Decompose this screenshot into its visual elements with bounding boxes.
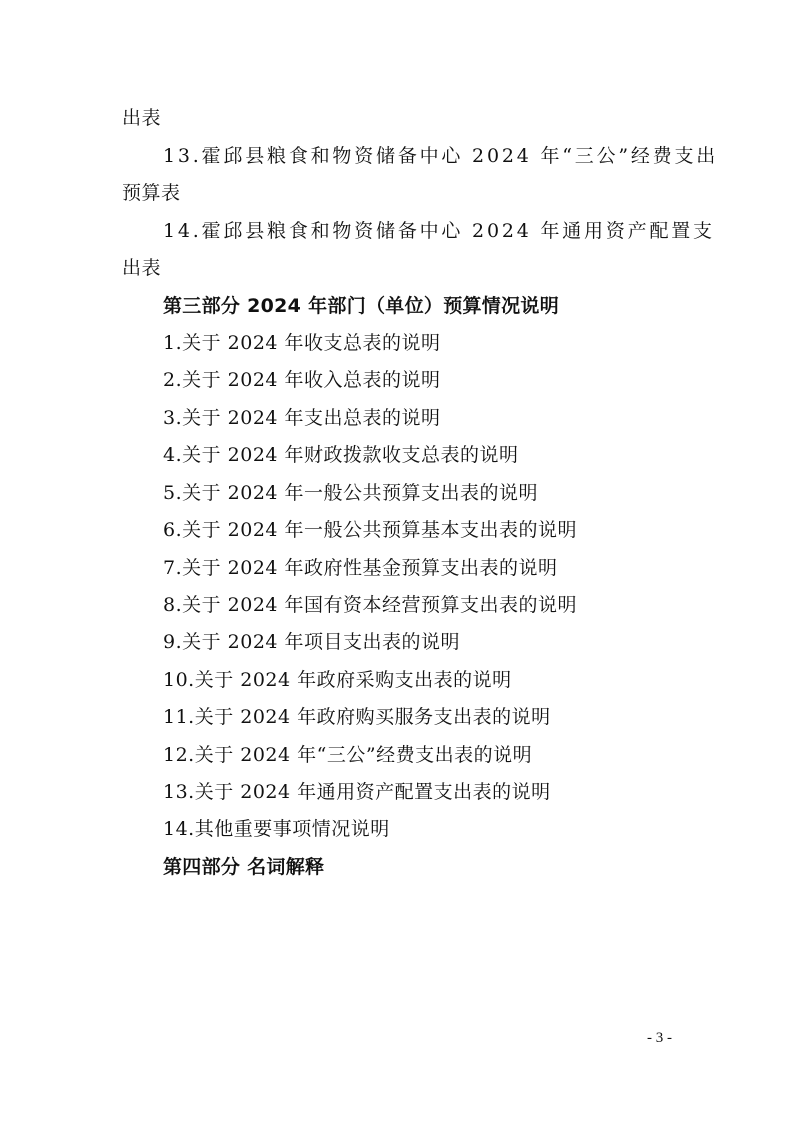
page-number: - 3 -: [647, 1030, 672, 1046]
toc-item-14-line1: 14.霍邱县粮食和物资储备中心 2024 年通用资产配置支: [163, 220, 715, 242]
continuation-text: 出表: [122, 107, 162, 129]
part-three-item: 6.关于 2024 年一般公共预算基本支出表的说明: [163, 519, 578, 541]
part-three-item: 5.关于 2024 年一般公共预算支出表的说明: [163, 482, 539, 504]
part-three-item: 9.关于 2024 年项目支出表的说明: [163, 631, 461, 653]
part-three-item: 7.关于 2024 年政府性基金预算支出表的说明: [163, 557, 558, 579]
toc-item-14-line2: 出表: [122, 257, 162, 279]
part-three-item: 13.关于 2024 年通用资产配置支出表的说明: [163, 781, 551, 803]
toc-item-13-line1: 13.霍邱县粮食和物资储备中心 2024 年“三公”经费支出: [163, 145, 719, 167]
part-three-item: 3.关于 2024 年支出总表的说明: [163, 407, 441, 429]
part-three-item: 10.关于 2024 年政府采购支出表的说明: [163, 669, 512, 691]
part-three-item: 12.关于 2024 年“三公”经费支出表的说明: [163, 744, 533, 766]
part-three-item: 8.关于 2024 年国有资本经营预算支出表的说明: [163, 594, 578, 616]
part-three-item: 2.关于 2024 年收入总表的说明: [163, 369, 441, 391]
part-three-item: 14.其他重要事项情况说明: [163, 818, 390, 840]
part-four-heading: 第四部分 名词解释: [163, 856, 325, 878]
part-three-item: 11.关于 2024 年政府购买服务支出表的说明: [163, 706, 551, 728]
toc-item-13-line2: 预算表: [122, 182, 181, 204]
part-three-heading: 第三部分 2024 年部门（单位）预算情况说明: [163, 295, 560, 317]
part-three-item: 4.关于 2024 年财政拨款收支总表的说明: [163, 444, 519, 466]
part-three-item: 1.关于 2024 年收支总表的说明: [163, 332, 441, 354]
